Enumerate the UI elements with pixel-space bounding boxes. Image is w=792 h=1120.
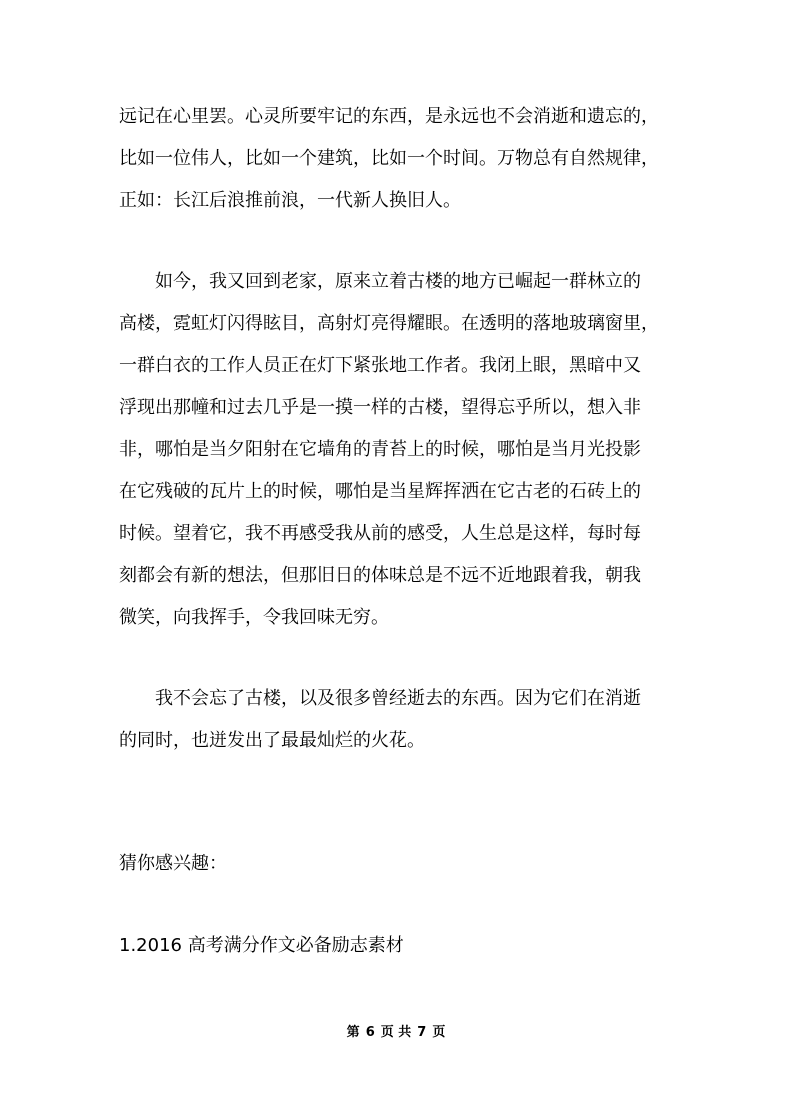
page-suffix: 页 — [432, 1025, 446, 1040]
page-prefix: 第 — [346, 1025, 360, 1040]
page-middle-text: 页 共 — [380, 1025, 412, 1040]
total-page-number: 7 — [417, 1025, 427, 1040]
paragraph-1-line-3: 正如：长江后浪推前浪，一代新人换旧人。 — [119, 190, 461, 211]
interested-heading: 猜你感兴趣： — [119, 853, 227, 874]
paragraph-2-line-2: 高楼，霓虹灯闪得眩目，高射灯亮得耀眼。在透明的落地玻璃窗里， — [119, 313, 659, 334]
paragraph-2-line-9: 微笑，向我挥手，令我回味无穷。 — [119, 607, 389, 628]
paragraph-2-line-7: 时候。望着它，我不再感受我从前的感受，人生总是这样，每时每 — [119, 523, 641, 544]
paragraph-1-line-1: 远记在心里罢。心灵所要牢记的东西，是永远也不会消逝和遗忘的， — [119, 106, 659, 127]
current-page-number: 6 — [365, 1025, 375, 1040]
paragraph-2-line-1: 如今，我又回到老家，原来立着古楼的地方已崛起一群林立的 — [155, 271, 641, 292]
paragraph-2-line-5: 非，哪怕是当夕阳射在它墙角的青苔上的时候，哪怕是当月光投影 — [119, 439, 641, 460]
paragraph-2-line-4: 浮现出那幢和过去几乎是一摸一样的古楼，望得忘乎所以，想入非 — [119, 397, 641, 418]
paragraph-2-line-8: 刻都会有新的想法，但那旧日的体味总是不远不近地跟着我，朝我 — [119, 565, 641, 586]
paragraph-3-line-2: 的同时，也迸发出了最最灿烂的火花。 — [119, 730, 425, 751]
paragraph-3-line-1: 我不会忘了古楼，以及很多曾经逝去的东西。因为它们在消逝 — [155, 688, 641, 709]
paragraph-2-line-3: 一群白衣的工作人员正在灯下紧张地工作者。我闭上眼，黑暗中又 — [119, 355, 641, 376]
paragraph-2-line-6: 在它残破的瓦片上的时候，哪怕是当星辉挥洒在它古老的石砖上的 — [119, 481, 641, 502]
paragraph-1-line-2: 比如一位伟人，比如一个建筑，比如一个时间。万物总有自然规律， — [119, 148, 659, 169]
recommended-article-link[interactable]: 1.2016 高考满分作文必备励志素材 — [119, 935, 404, 956]
page-footer — [0, 1024, 792, 1042]
